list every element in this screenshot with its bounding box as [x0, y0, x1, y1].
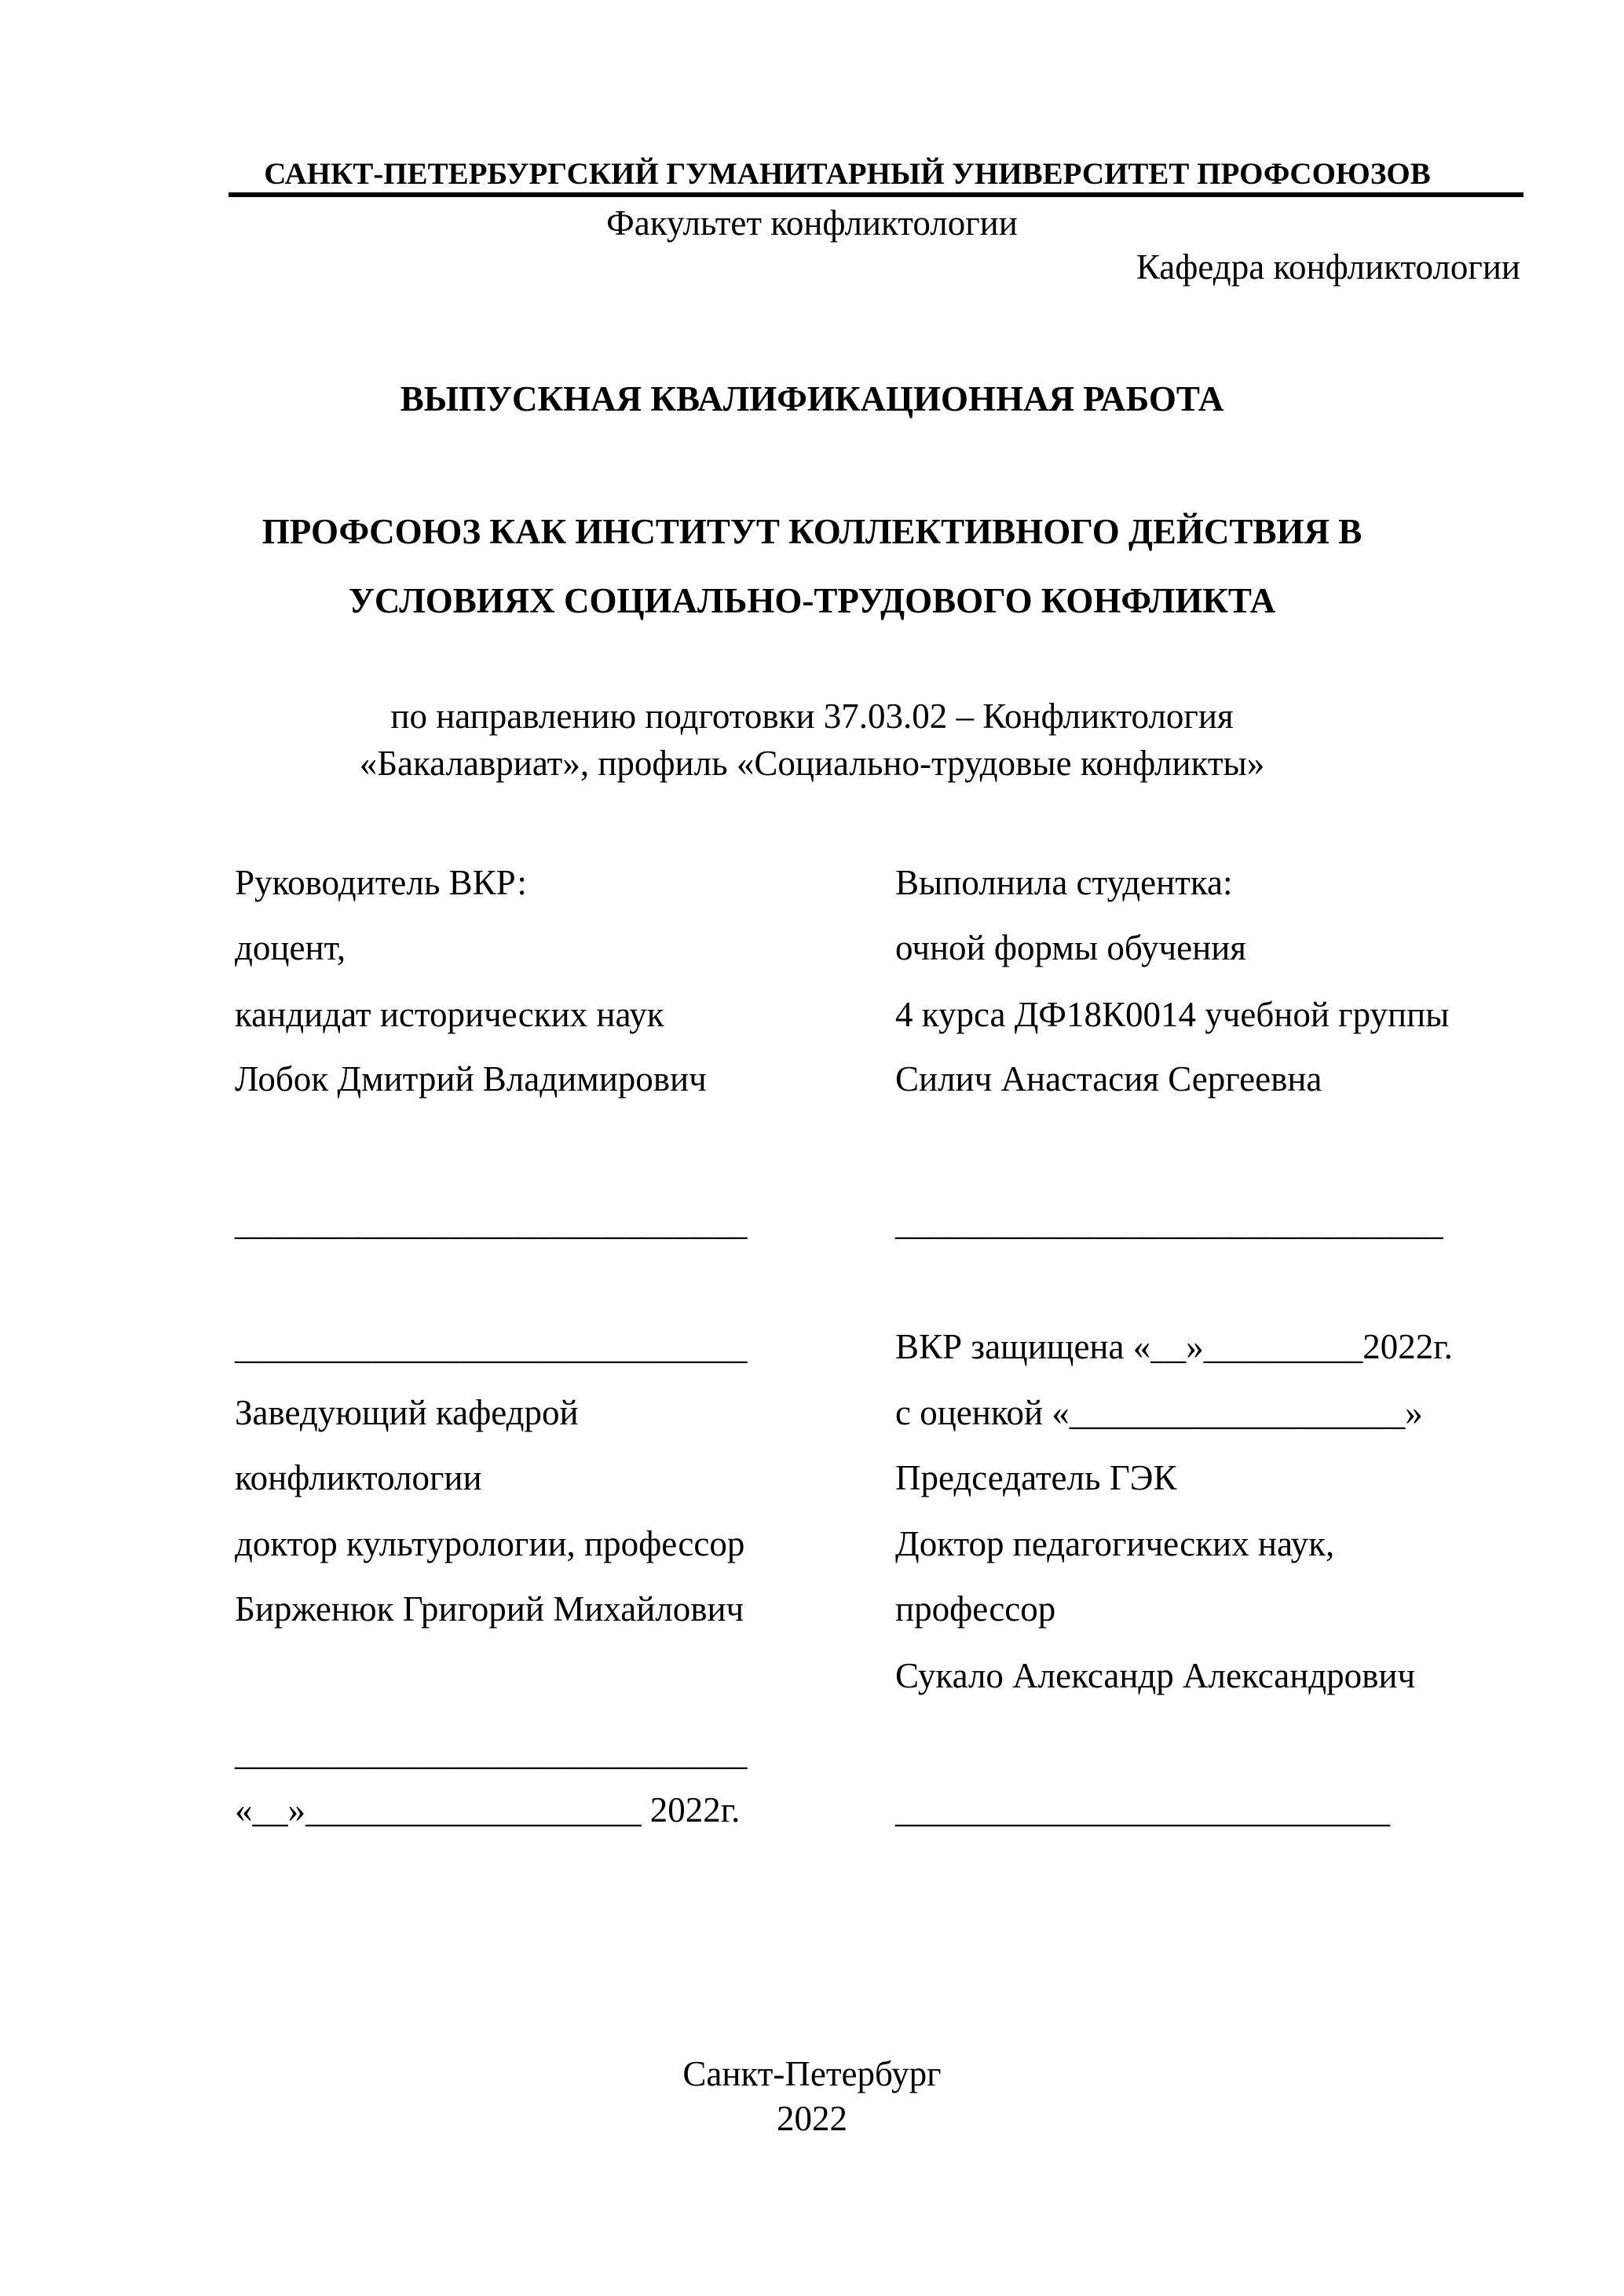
student-group: 4 курса ДФ18К0014 учебной группы	[895, 995, 1450, 1034]
student-name: Силич Анастасия Сергеевна	[895, 1059, 1322, 1099]
head-signature-line-2: _____________________________	[235, 1733, 748, 1772]
defense-grade: с оценкой «___________________»	[895, 1393, 1423, 1432]
direction-line-1: по направлению подготовки 37.03.02 – Конфликтология	[390, 696, 1234, 736]
header-divider	[229, 192, 1523, 197]
department-name: Кафедра конфликтологии	[1136, 247, 1520, 287]
footer-year: 2022	[777, 2099, 847, 2138]
head-department: конфликтологии	[235, 1458, 482, 1497]
chair-label: Председатель ГЭК	[895, 1458, 1177, 1497]
direction-line-2: «Бакалавриат», профиль «Социально-трудовые конфликты»	[359, 744, 1265, 783]
chair-signature-line: ____________________________	[895, 1790, 1390, 1830]
document-type: ВЫПУСКНАЯ КВАЛИФИКАЦИОННАЯ РАБОТА	[400, 379, 1224, 419]
chair-title: профессор	[895, 1589, 1056, 1629]
head-name: Бирженюк Григорий Михайлович	[235, 1589, 744, 1629]
supervisor-label: Руководитель ВКР:	[235, 863, 527, 902]
student-signature-line: _______________________________	[895, 1203, 1443, 1242]
chair-degree: Доктор педагогических наук,	[895, 1524, 1335, 1563]
head-signature-line: _____________________________	[235, 1327, 748, 1366]
chair-name: Сукало Александр Александрович	[895, 1656, 1416, 1695]
supervisor-name: Лобок Дмитрий Владимирович	[235, 1059, 707, 1099]
supervisor-position: доцент,	[235, 928, 346, 967]
thesis-title-line-1: ПРОФСОЮЗ КАК ИНСТИТУТ КОЛЛЕКТИВНОГО ДЕЙСТВИЯ В	[262, 512, 1362, 551]
student-study-form: очной формы обучения	[895, 928, 1246, 967]
university-name: САНКТ-ПЕТЕРБУРГСКИЙ ГУМАНИТАРНЫЙ УНИВЕРСИТЕТ ПРОФСОЮЗОВ	[264, 157, 1431, 191]
head-label: Заведующий кафедрой	[235, 1393, 579, 1432]
thesis-title-line-2: УСЛОВИЯХ СОЦИАЛЬНО-ТРУДОВОГО КОНФЛИКТА	[348, 581, 1276, 620]
supervisor-signature-line: _____________________________	[235, 1203, 748, 1242]
student-label: Выполнила студентка:	[895, 863, 1233, 902]
defense-date: ВКР защищена «__»_________2022г.	[895, 1327, 1453, 1366]
supervisor-degree: кандидат исторических наук	[235, 995, 664, 1034]
footer-city: Санкт-Петербург	[682, 2054, 942, 2093]
faculty-name: Факультет конфликтологии	[606, 203, 1018, 243]
head-date: «__»___________________ 2022г.	[235, 1790, 741, 1830]
head-degree: доктор культурологии, профессор	[235, 1524, 745, 1563]
